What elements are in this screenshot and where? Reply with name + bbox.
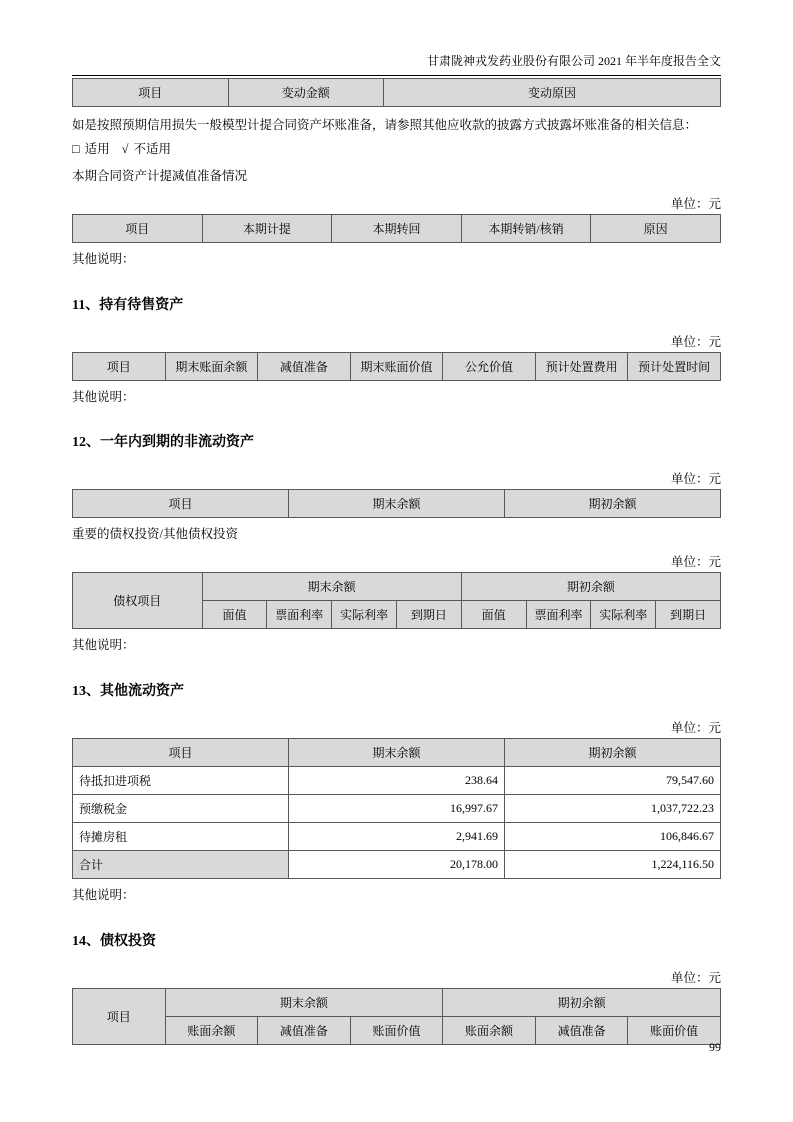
col-header-impairment: 减值准备 [258,1017,351,1045]
col-header-disposal-time: 预计处置时间 [628,352,721,380]
contract-asset-change-table [72,78,721,107]
col-header-end-balance: 期末余额 [289,739,505,767]
row-begin-value: 79,547.60 [505,767,721,795]
applicable-label: 适用 [84,141,110,156]
unit-label: 单位：元 [670,334,721,349]
col-header-book-balance: 账面余额 [165,1017,258,1045]
col-header-current-reversal: 本期转回 [332,214,462,242]
col-header-book-balance: 账面余额 [443,1017,536,1045]
other-current-assets-table [72,738,721,879]
section-14-title: 14、债权投资 [72,934,156,949]
col-header-impairment: 减值准备 [535,1017,628,1045]
noncurrent-due-within-year-table [72,489,721,518]
section-13-title: 13、其他流动资产 [72,684,184,700]
col-header-item: 项目 [73,79,229,107]
col-header-item: 项目 [73,490,289,518]
table-header-row [73,573,721,601]
col-header-effective-rate: 实际利率 [332,601,397,629]
section-12-title: 12、一年内到期的非流动资产 [72,435,254,451]
unit-label: 单位：元 [670,555,721,570]
col-header-item: 项目 [73,989,166,1045]
col-group-end-balance: 期末余额 [202,573,461,601]
col-header-coupon-rate: 票面利率 [526,601,591,629]
check-icon: √ [121,141,129,156]
row-end-value: 16,997.67 [289,795,505,823]
row-begin-value: 106,846.67 [505,823,721,851]
col-header-begin-balance: 期初余额 [505,739,721,767]
other-note-label: 其他说明： [72,389,135,404]
other-note-label: 其他说明： [72,251,135,266]
table-row [73,767,721,795]
col-header-end-book-balance: 期末账面余额 [165,352,258,380]
table-total-row [73,851,721,879]
col-header-maturity-date: 到期日 [396,601,461,629]
row-total-begin-value: 1,224,116.50 [505,851,721,879]
col-header-face-value: 面值 [461,601,526,629]
other-note-label: 其他说明： [72,638,135,653]
unit-label: 单位：元 [670,196,721,211]
col-header-end-balance: 期末余额 [289,490,505,518]
col-header-begin-balance: 期初余额 [505,490,721,518]
unit-label: 单位：元 [670,472,721,487]
col-header-impairment: 减值准备 [258,352,351,380]
row-item-label: 待抵扣进项税 [73,767,289,795]
other-note-label: 其他说明： [72,888,135,903]
unit-label: 单位：元 [670,721,721,736]
table-header-row [73,739,721,767]
col-header-debt-item: 债权项目 [73,573,203,629]
table-row [73,795,721,823]
col-header-reason: 原因 [591,214,721,242]
unit-label: 单位：元 [670,971,721,985]
provision-caption: 本期合同资产计提减值准备情况 [72,168,248,183]
contract-asset-note: 如是按照预期信用损失一般模型计提合同资产坏账准备，请参照其他应收款的披露方式披露坏账准备的相关信息： [72,118,698,132]
table-header-row [73,490,721,518]
row-end-value: 2,941.69 [289,823,505,851]
table-subheader-row [73,1017,721,1045]
provision-table [72,214,721,243]
col-header-item: 项目 [73,214,203,242]
table-header-row [73,79,721,107]
col-header-coupon-rate: 票面利率 [267,601,332,629]
page-number: 99 [709,1040,721,1054]
row-item-label: 预缴税金 [73,795,289,823]
col-header-face-value: 面值 [202,601,267,629]
table-row [73,823,721,851]
row-total-end-value: 20,178.00 [289,851,505,879]
col-header-effective-rate: 实际利率 [591,601,656,629]
document-header [72,52,721,76]
row-begin-value: 1,037,722.23 [505,795,721,823]
applicability-line [72,141,721,158]
row-total-label: 合计 [73,851,289,879]
debt-investment-detail-table [72,572,721,629]
checkbox-icon: □ [72,141,80,156]
col-header-maturity-date: 到期日 [656,601,721,629]
col-header-item: 项目 [73,352,166,380]
header-title: 甘肃陇神戎发药业股份有限公司 2021 年半年度报告全文 [426,54,721,68]
col-header-end-book-value: 期末账面价值 [350,352,443,380]
col-header-book-value: 账面价值 [350,1017,443,1045]
not-applicable-label: 不适用 [133,141,171,156]
debt-investment-table [72,988,721,1045]
col-header-change-reason: 变动原因 [384,79,721,107]
col-group-begin-balance: 期初余额 [443,989,721,1017]
col-header-current-provision: 本期计提 [202,214,332,242]
col-header-book-value: 账面价值 [628,1017,721,1045]
col-header-item: 项目 [73,739,289,767]
row-end-value: 238.64 [289,767,505,795]
section-11-title: 11、持有待售资产 [72,297,184,313]
table-header-row [73,989,721,1017]
held-for-sale-assets-table [72,352,721,381]
debt-investment-subtitle: 重要的债权投资/其他债权投资 [72,527,238,542]
col-group-end-balance: 期末余额 [165,989,443,1017]
table-header-row [73,352,721,380]
table-header-row [73,214,721,242]
col-header-disposal-cost: 预计处置费用 [535,352,628,380]
col-header-fair-value: 公允价值 [443,352,536,380]
col-header-current-writeoff: 本期转销/核销 [461,214,591,242]
col-group-begin-balance: 期初余额 [461,573,720,601]
col-header-change-amount: 变动金额 [228,79,384,107]
row-item-label: 待摊房租 [73,823,289,851]
